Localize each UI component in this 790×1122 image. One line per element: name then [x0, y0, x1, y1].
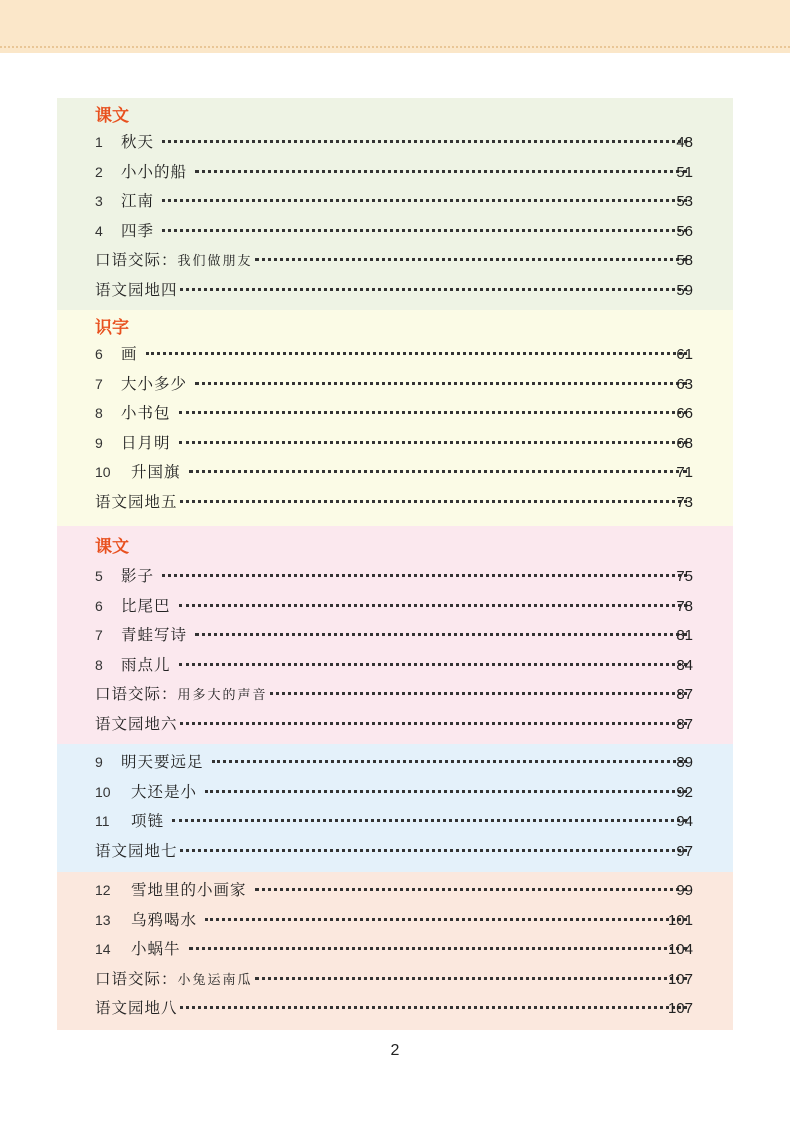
dot-leader: [179, 604, 687, 607]
lesson-title: 乌鸦喝水: [131, 910, 198, 929]
lesson-title: 小小的船: [121, 162, 188, 181]
toc-entry[interactable]: [57, 592, 733, 622]
page-ref: 68: [676, 434, 693, 452]
toc-entry[interactable]: [57, 778, 733, 808]
page-ref: 84: [676, 656, 693, 674]
toc-section: [57, 98, 733, 310]
lesson-title: 四季: [121, 221, 155, 240]
toc-entry[interactable]: [57, 994, 733, 1024]
page-ref: 58: [676, 252, 693, 270]
toc-entry[interactable]: [57, 621, 733, 651]
dot-leader: [162, 199, 687, 202]
lesson-title: 秋天: [121, 133, 155, 151]
lesson-title: 大小多少: [121, 374, 188, 393]
lesson-title: 大还是小: [131, 782, 198, 801]
dot-leader: [179, 441, 687, 444]
dot-leader: [205, 918, 687, 921]
lesson-number: 12: [95, 882, 111, 898]
lesson-title: 语文园地七: [95, 841, 178, 860]
lesson-title-prefix: 口语交际：: [95, 251, 178, 270]
page-ref: 78: [676, 597, 693, 615]
dot-leader: [162, 140, 687, 143]
dot-leader: [172, 819, 687, 822]
dot-leader: [180, 849, 687, 852]
toc-section: [57, 310, 733, 526]
dot-leader: [195, 170, 687, 173]
lesson-title: 比尾巴: [121, 596, 171, 615]
dot-leader: [179, 663, 687, 666]
toc-entry[interactable]: [57, 562, 733, 592]
lesson-number: 13: [95, 911, 111, 928]
lesson-title: 语文园地四: [95, 280, 178, 299]
lesson-title: 小书包: [121, 404, 171, 423]
lesson-number: 8: [95, 656, 103, 673]
lesson-number: 5: [95, 568, 103, 584]
toc-entry[interactable]: [57, 680, 733, 710]
lesson-title: [95, 246, 253, 277]
page-ref: 99: [676, 882, 693, 899]
page-ref: 94: [676, 813, 693, 831]
toc-entry[interactable]: [57, 876, 733, 906]
lesson-number: 1: [95, 134, 103, 150]
page-ref: 56: [676, 222, 693, 240]
page-ref: 53: [676, 193, 693, 211]
page-ref: 89: [676, 754, 693, 771]
dot-leader: [189, 947, 687, 950]
lesson-number: 11: [95, 813, 110, 830]
toc-entry[interactable]: [57, 276, 733, 306]
lesson-title: 语文园地八: [95, 999, 178, 1018]
toc-entry[interactable]: [57, 217, 733, 247]
toc-entry[interactable]: [57, 370, 733, 400]
dot-leader: [146, 352, 687, 355]
page-ref: 51: [676, 163, 693, 181]
section-title: 识字: [95, 318, 129, 338]
page-ref: 81: [676, 627, 693, 645]
toc-entry[interactable]: [57, 965, 733, 995]
section-title: 课文: [95, 106, 129, 126]
lesson-title: 语文园地五: [95, 492, 178, 511]
lesson-title-topic: 用多大的声音: [177, 688, 268, 704]
page-ref: 104: [667, 941, 693, 959]
dot-leader: [162, 574, 687, 577]
page-ref: 101: [667, 911, 693, 929]
toc-section: [57, 744, 733, 872]
toc-entry[interactable]: [57, 710, 733, 740]
section-title: 课文: [95, 537, 129, 557]
table-of-contents: [57, 98, 733, 1030]
page-ref: 87: [676, 686, 693, 704]
lesson-number: 6: [95, 597, 103, 614]
lesson-title: 项链: [131, 812, 165, 831]
toc-entry[interactable]: [57, 246, 733, 276]
dot-leader: [255, 888, 687, 891]
toc-entry[interactable]: [57, 429, 733, 459]
page-ref: 59: [676, 281, 693, 299]
lesson-title: [95, 965, 253, 996]
dotted-border: [0, 46, 790, 48]
lesson-number: 2: [95, 163, 103, 180]
top-decorative-band: [0, 0, 790, 53]
toc-entry[interactable]: [57, 458, 733, 488]
page-ref: 63: [676, 375, 693, 393]
page-ref: 107: [667, 970, 693, 988]
page-ref: 92: [676, 783, 693, 801]
dot-leader: [179, 411, 687, 414]
dot-leader: [180, 1006, 687, 1009]
lesson-title: 升国旗: [131, 463, 181, 482]
lesson-number: 8: [95, 405, 103, 422]
lesson-number: 10: [95, 464, 111, 481]
lesson-number: 9: [95, 754, 103, 770]
lesson-title: 青蛙写诗: [121, 626, 188, 645]
lesson-number: 10: [95, 783, 111, 800]
dot-leader: [255, 977, 687, 980]
page-ref: 61: [676, 346, 693, 363]
lesson-title: 明天要远足: [121, 753, 204, 771]
page-ref: 48: [676, 134, 693, 151]
lesson-title: 雨点儿: [121, 655, 171, 674]
page-ref: 87: [676, 715, 693, 733]
toc-entry[interactable]: [57, 906, 733, 936]
dot-leader: [205, 790, 687, 793]
lesson-title: 语文园地六: [95, 714, 178, 733]
lesson-number: 7: [95, 627, 103, 644]
page-ref: 71: [676, 464, 693, 482]
toc-entry[interactable]: [57, 128, 733, 158]
toc-section: [57, 872, 733, 1030]
toc-entry[interactable]: [57, 748, 733, 778]
lesson-title: 雪地里的小画家: [131, 881, 247, 899]
toc-entry[interactable]: [57, 807, 733, 837]
lesson-number: 4: [95, 222, 103, 239]
dot-leader: [195, 633, 687, 636]
lesson-title: 江南: [121, 192, 155, 211]
dot-leader: [212, 760, 687, 763]
toc-entry[interactable]: [57, 158, 733, 188]
toc-entry[interactable]: [57, 340, 733, 370]
dot-leader: [189, 470, 687, 473]
toc-entry[interactable]: [57, 651, 733, 681]
dot-leader: [162, 229, 687, 232]
lesson-title-prefix: 口语交际：: [95, 685, 178, 704]
lesson-number: 6: [95, 346, 103, 362]
dot-leader: [180, 288, 687, 291]
toc-entry[interactable]: [57, 399, 733, 429]
dot-leader: [255, 258, 687, 261]
page-ref: 73: [676, 493, 693, 511]
lesson-title-topic: 我们做朋友: [177, 254, 253, 270]
toc-entry[interactable]: [57, 488, 733, 518]
toc-section: [57, 526, 733, 744]
page-number: 2: [390, 1042, 400, 1059]
dot-leader: [270, 692, 687, 695]
lesson-number: 14: [95, 941, 111, 958]
toc-entry[interactable]: [57, 837, 733, 867]
lesson-title-prefix: 口语交际：: [95, 969, 178, 988]
lesson-number: 3: [95, 193, 103, 210]
page-ref: 75: [676, 568, 693, 585]
dot-leader: [195, 382, 687, 385]
page-ref: 107: [667, 1000, 693, 1018]
lesson-title-topic: 小兔运南瓜: [177, 972, 253, 988]
toc-entry[interactable]: [57, 935, 733, 965]
lesson-number: 7: [95, 375, 103, 392]
dot-leader: [180, 500, 687, 503]
lesson-number: 9: [95, 434, 103, 451]
lesson-title: [95, 680, 268, 711]
lesson-title: 影子: [121, 567, 155, 585]
page-ref: 97: [676, 842, 693, 860]
dot-leader: [180, 722, 687, 725]
page-ref: 66: [676, 405, 693, 423]
lesson-title: 画: [121, 345, 138, 363]
toc-entry[interactable]: [57, 187, 733, 217]
lesson-title: 小蜗牛: [131, 940, 181, 959]
lesson-title: 日月明: [121, 433, 171, 452]
